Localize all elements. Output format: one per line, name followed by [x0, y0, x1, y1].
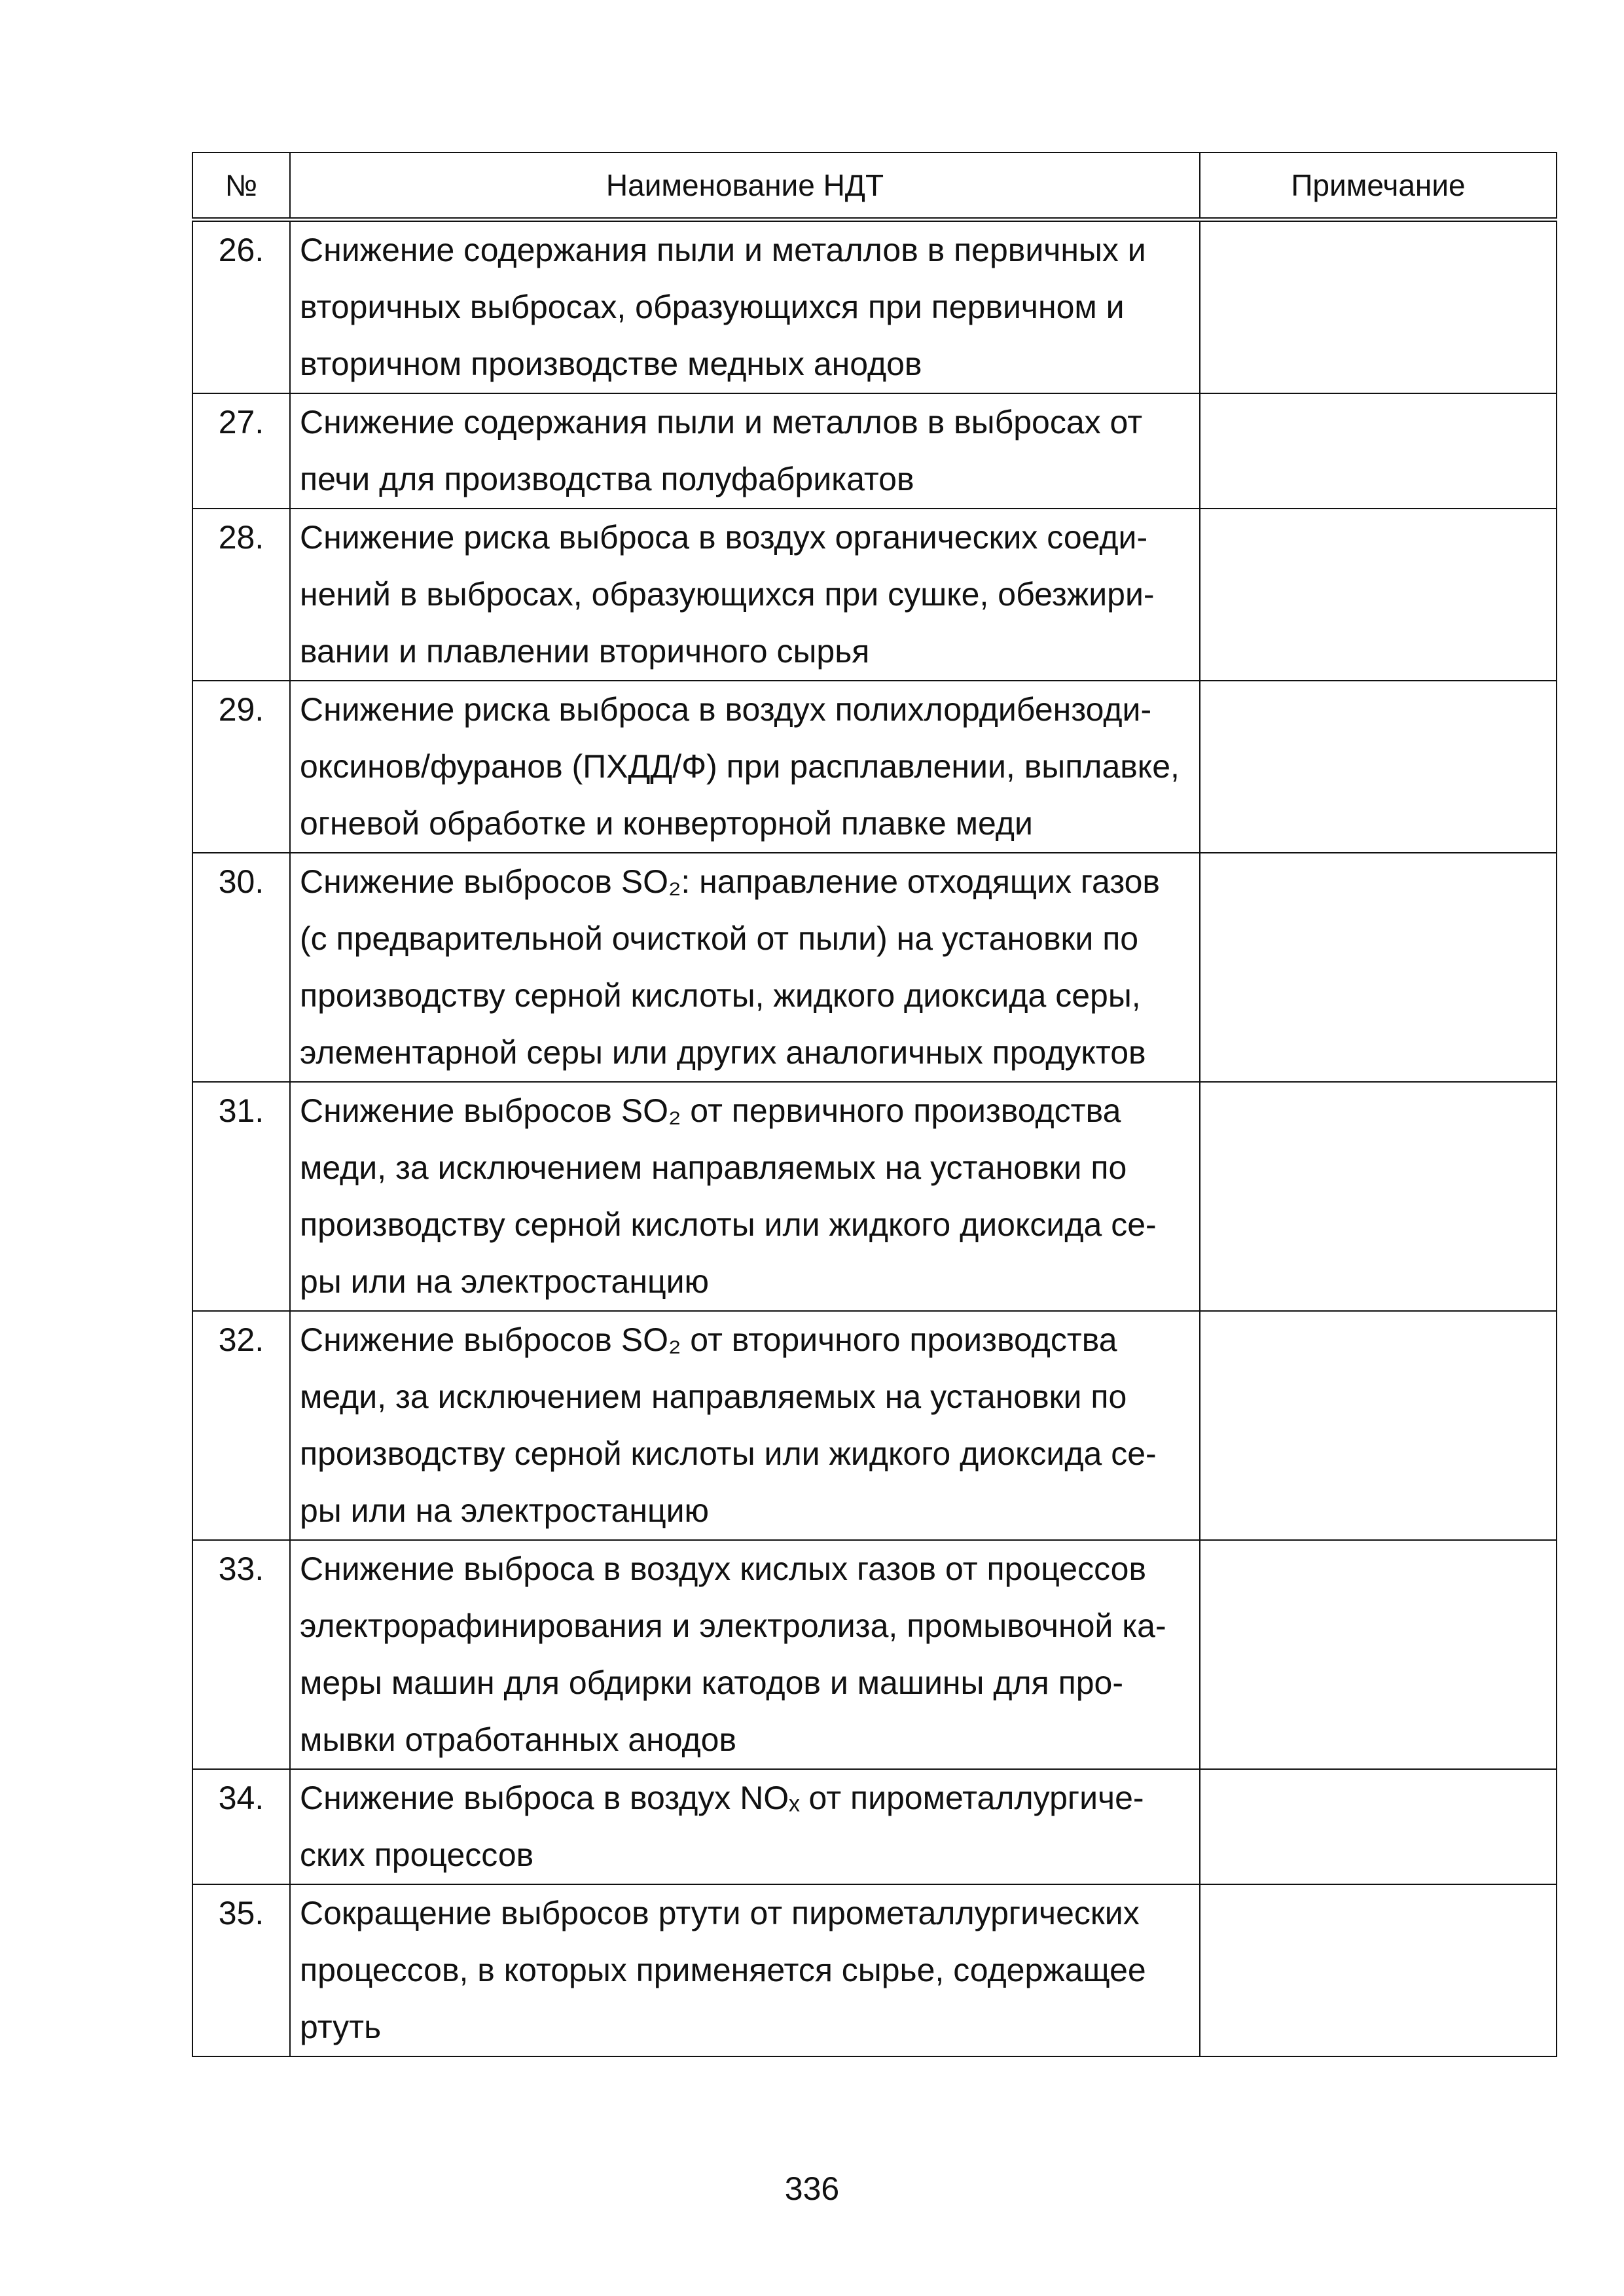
technique-name-cell [290, 220, 1200, 394]
row-number: 32. [192, 1311, 290, 1540]
technique-name-line: вторичных выбросах, образующихся при первичном и [300, 289, 1125, 325]
technique-name-line: Сокращение выбросов ртути от пирометаллургических [300, 1895, 1140, 1931]
technique-name-line: (с предварительной очисткой от пыли) на установки по [300, 920, 1139, 957]
row-number: 31. [192, 1082, 290, 1311]
technique-name-cell [290, 1884, 1200, 2056]
technique-name-line: ры или на электростанцию [300, 1263, 710, 1300]
table-row [192, 1884, 1557, 2056]
technique-name-line: ртуть [300, 2009, 382, 2045]
technique-name-line: элементарной серы или других аналогичных продуктов [300, 1034, 1146, 1071]
technique-name-line: оксинов/фуранов (ПХДД/Ф) при расплавлении, выплавке, [300, 748, 1180, 785]
header-note: Примечание [1200, 152, 1557, 220]
technique-name-line: Снижение выброса в воздух NOₓ от пирометаллургиче- [300, 1780, 1144, 1816]
technique-name-cell [290, 1082, 1200, 1311]
technique-name-line: производству серной кислоты, жидкого диоксида серы, [300, 977, 1141, 1014]
technique-name-line: ры или на электростанцию [300, 1492, 710, 1529]
row-number: 29. [192, 681, 290, 853]
technique-name-line: ских процессов [300, 1837, 534, 1873]
note-cell [1200, 1311, 1557, 1540]
page-number: 336 [784, 2170, 840, 2207]
table-body [192, 220, 1557, 2057]
technique-name-line: вании и плавлении вторичного сырья [300, 633, 870, 670]
technique-name-line: Снижение выбросов SO₂: направление отходящих газов [300, 863, 1160, 900]
technique-name-line: вторичном производстве медных анодов [300, 346, 922, 382]
technique-name-line: Снижение содержания пыли и металлов в первичных и [300, 232, 1146, 268]
note-cell [1200, 1540, 1557, 1769]
table-row [192, 393, 1557, 509]
technique-name-line: Снижение выброса в воздух кислых газов от процессов [300, 1551, 1147, 1587]
note-cell [1200, 220, 1557, 394]
technique-name-cell [290, 1311, 1200, 1540]
ndt-table [192, 152, 1557, 2057]
technique-name-line: нений в выбросах, образующихся при сушке, обезжири- [300, 576, 1155, 613]
note-cell [1200, 853, 1557, 1082]
note-cell [1200, 393, 1557, 509]
note-cell [1200, 681, 1557, 853]
technique-name-line: мывки отработанных анодов [300, 1721, 737, 1758]
technique-name-line: производству серной кислоты или жидкого диоксида се- [300, 1435, 1157, 1472]
note-cell [1200, 1884, 1557, 2056]
table-row [192, 853, 1557, 1082]
technique-name-cell [290, 509, 1200, 681]
technique-name-line: меди, за исключением направляемых на установки по [300, 1149, 1127, 1186]
row-number: 34. [192, 1769, 290, 1884]
technique-name-cell [290, 681, 1200, 853]
row-number: 33. [192, 1540, 290, 1769]
technique-name-line: меры машин для обдирки катодов и машины для про- [300, 1664, 1123, 1701]
row-number: 28. [192, 509, 290, 681]
technique-name-line: огневой обработке и конверторной плавке меди [300, 805, 1033, 842]
technique-name-cell [290, 1769, 1200, 1884]
note-cell [1200, 1082, 1557, 1311]
technique-name-line: процессов, в которых применяется сырье, содержащее [300, 1952, 1146, 1988]
header-technique-name: Наименование НДТ [290, 152, 1200, 220]
technique-name-line: Снижение выбросов SO₂ от первичного производства [300, 1092, 1121, 1129]
technique-name-line: печи для производства полуфабрикатов [300, 461, 914, 497]
row-number: 30. [192, 853, 290, 1082]
table-row [192, 1540, 1557, 1769]
technique-name-cell [290, 853, 1200, 1082]
table-row [192, 1082, 1557, 1311]
technique-name-line: Снижение риска выброса в воздух органических соеди- [300, 519, 1148, 556]
technique-name-line: Снижение риска выброса в воздух полихлордибензоди- [300, 691, 1152, 728]
technique-name-line: производству серной кислоты или жидкого диоксида се- [300, 1206, 1157, 1243]
row-number: 35. [192, 1884, 290, 2056]
technique-name-line: электрорафинирования и электролиза, промывочной ка- [300, 1607, 1166, 1644]
technique-name-line: Снижение выбросов SO₂ от вторичного производства [300, 1321, 1117, 1358]
table-row [192, 509, 1557, 681]
row-number: 26. [192, 220, 290, 394]
table-row [192, 220, 1557, 394]
table-row [192, 1311, 1557, 1540]
technique-name-line: меди, за исключением направляемых на установки по [300, 1378, 1127, 1415]
table-row [192, 1769, 1557, 1884]
technique-name-cell [290, 393, 1200, 509]
table-header-row [192, 152, 1557, 220]
row-number: 27. [192, 393, 290, 509]
header-number: № [192, 152, 290, 220]
table-row [192, 681, 1557, 853]
note-cell [1200, 1769, 1557, 1884]
technique-name-line: Снижение содержания пыли и металлов в выбросах от [300, 404, 1143, 440]
technique-name-cell [290, 1540, 1200, 1769]
note-cell [1200, 509, 1557, 681]
